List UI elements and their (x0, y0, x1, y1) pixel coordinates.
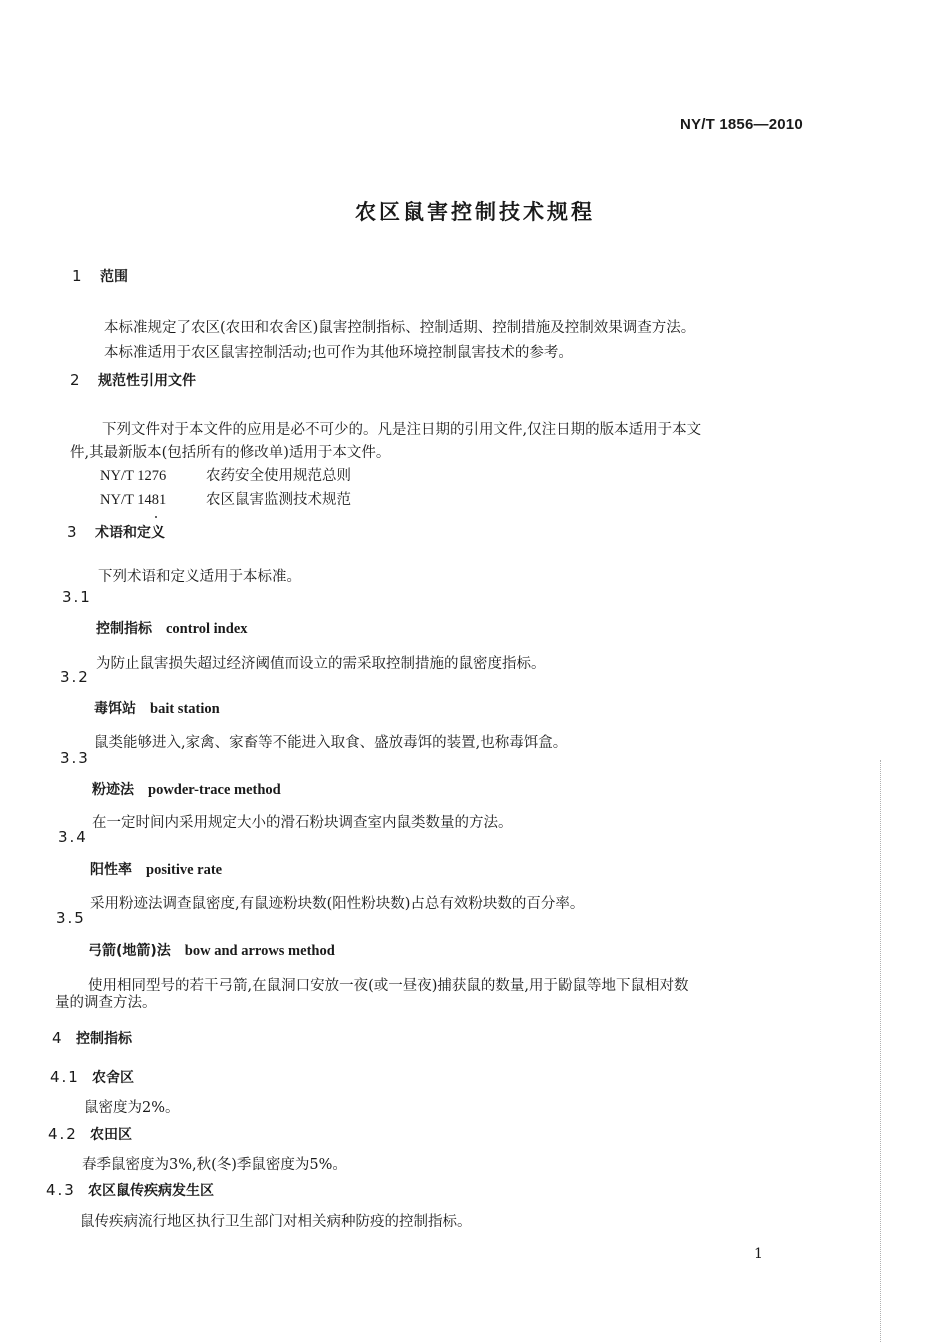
section-title: 规范性引用文件 (98, 373, 196, 389)
subsection-title: 农舍区 (92, 1070, 134, 1086)
paragraph: 本标准规定了农区(农田和农舍区)鼠害控制指标、控制适期、控制措施及控制效果调查方法。 (104, 320, 696, 336)
reference-title: 农区鼠害监测技术规范 (206, 492, 351, 508)
term-zh: 阳性率 (90, 862, 132, 878)
section-1-heading (72, 266, 128, 286)
term-number: 3.4 (58, 828, 88, 846)
section-number: 2 (70, 371, 80, 389)
reference-item (100, 464, 351, 485)
term-zh: 弓箭(地箭)法 (88, 943, 171, 959)
paragraph: 下列术语和定义适用于本标准。 (98, 569, 301, 585)
term-definition: 采用粉迹法调查鼠密度,有鼠迹粉块数(阳性粉块数)占总有效粉块数的百分率。 (90, 896, 585, 912)
term-definition: 在一定时间内采用规定大小的滑石粉块调查室内鼠类数量的方法。 (92, 815, 513, 831)
paragraph: 件,其最新版本(包括所有的修改单)适用于本文件。 (70, 445, 391, 461)
section-2-heading (70, 370, 196, 390)
term-definition: 使用相同型号的若干弓箭,在鼠洞口安放一夜(或一昼夜)捕获鼠的数量,用于鼢鼠等地下鼠相对数 (88, 978, 689, 994)
paragraph: 鼠传疾病流行地区执行卫生部门对相关病种防疫的控制指标。 (80, 1214, 472, 1230)
subsection-title: 农田区 (90, 1127, 132, 1143)
term-number: 3.3 (60, 749, 90, 767)
subsection-heading (50, 1067, 134, 1087)
term-en: powder-trace method (148, 782, 281, 798)
section-title: 术语和定义 (95, 525, 165, 541)
term-definition: 鼠类能够进入,家禽、家畜等不能进入取食、盛放毒饵的装置,也称毒饵盒。 (94, 735, 568, 751)
term-en: bow and arrows method (184, 943, 335, 959)
term-zh: 粉迹法 (92, 782, 134, 798)
paragraph: 春季鼠密度为3%,秋(冬)季鼠密度为5%。 (82, 1157, 347, 1173)
page-number: 1 (754, 1246, 763, 1262)
term-en: positive rate (146, 862, 223, 878)
term-number: 3.2 (60, 668, 90, 686)
term-heading (92, 779, 281, 799)
subsection-number: 4.2 (48, 1125, 78, 1143)
term-number: 3.5 (56, 909, 86, 927)
section-number: 3 (67, 523, 77, 541)
page-title: 农区鼠害控制技术规程 (355, 200, 595, 224)
reference-title: 农药安全使用规范总则 (206, 468, 351, 484)
section-4-heading (52, 1028, 132, 1048)
term-number: 3.1 (62, 588, 92, 606)
term-heading (88, 940, 335, 960)
standard-number: NY/T 1856—2010 (680, 116, 803, 133)
subsection-number: 4.1 (50, 1068, 80, 1086)
term-zh: 控制指标 (96, 621, 152, 637)
section-3-heading (67, 522, 165, 542)
paragraph: 本标准适用于农区鼠害控制活动;也可作为其他环境控制鼠害技术的参考。 (104, 345, 573, 361)
term-zh: 毒饵站 (94, 701, 136, 717)
section-number: 1 (72, 267, 82, 285)
subsection-title: 农区鼠传疾病发生区 (88, 1183, 214, 1199)
term-heading (90, 859, 222, 879)
reference-code: NY/T 1276 (100, 468, 167, 484)
paragraph: 鼠密度为2%。 (84, 1100, 180, 1116)
term-definition-continued: 量的调查方法。 (55, 995, 157, 1011)
term-en: bait station (150, 701, 220, 717)
term-heading (94, 698, 220, 718)
section-title: 范围 (100, 269, 128, 285)
subsection-number: 4.3 (46, 1181, 76, 1199)
reference-item (100, 488, 351, 509)
scan-edge-line (880, 760, 882, 1342)
scan-speck (155, 516, 157, 518)
paragraph: 下列文件对于本文件的应用是必不可少的。凡是注日期的引用文件,仅注日期的版本适用于本文 (102, 422, 702, 438)
section-title: 控制指标 (76, 1031, 132, 1047)
subsection-heading (46, 1180, 214, 1200)
term-heading (96, 618, 248, 638)
reference-code: NY/T 1481 (100, 492, 167, 508)
subsection-heading (48, 1124, 132, 1144)
term-definition: 为防止鼠害损失超过经济阈值而设立的需采取控制措施的鼠密度指标。 (96, 656, 546, 672)
section-number: 4 (52, 1029, 62, 1047)
term-en: control index (166, 621, 248, 637)
